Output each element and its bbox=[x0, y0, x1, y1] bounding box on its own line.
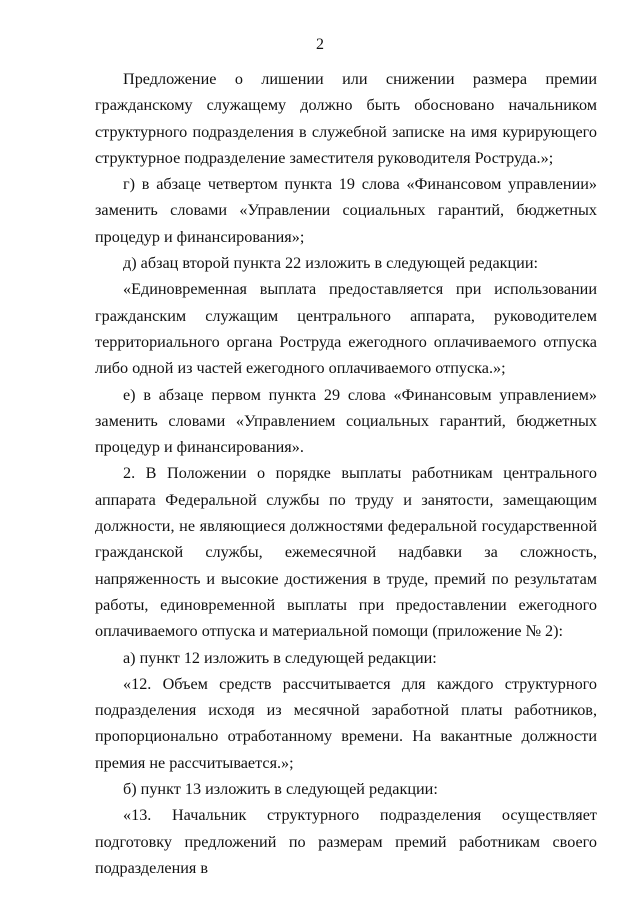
paragraph-item-d: д) абзац второй пункта 22 изложить в следующей редакции: bbox=[123, 254, 539, 273]
paragraph-item-a: а) пункт 12 изложить в следующей редакции: bbox=[123, 648, 437, 667]
paragraph-item-g: г) в абзаце четвертом пункта 19 слова «Финансовом управлении» заменить словами «Управлении социальных гарантий, бюджетных процедур и финансирования»; bbox=[95, 175, 597, 246]
page-number: 2 bbox=[316, 36, 324, 53]
paragraph-section-2: 2. В Положении о порядке выплаты работникам центрального аппарата Федеральной службы по труду и занятости, замещающим должности, не являющиеся должностями федеральной государственной гражданской службы, ежемесячной надбавки за сложность, напряженность и высокие достижения в труде, премий по результатам работы, единовременной выплаты при предоставлении ежегодного оплачиваемого отпуска и материальной помощи (приложение № 2): bbox=[95, 464, 597, 641]
document-body bbox=[95, 66, 597, 881]
paragraph-item-e: е) в абзаце первом пункта 29 слова «Финансовым управлением» заменить словами «Управлением социальных гарантий, бюджетных процедур и финансирования». bbox=[95, 385, 597, 457]
paragraph-premium-proposal: Предложение о лишении или снижении размера премии гражданскому служащему должно быть обосновано начальником структурного подразделения в служебной записке на имя курирующего структурное подразделение заместителя руководителя Роструда.»; bbox=[95, 70, 597, 167]
paragraph-item-b: б) пункт 13 изложить в следующей редакции: bbox=[123, 780, 438, 799]
paragraph-lump-sum-payment: «Единовременная выплата предоставляется при использовании гражданским служащим центрального аппарата, руководителем территориального органа Роструда ежегодного оплачиваемого отпуска либо одной из частей ежегодного оплачиваемого отпуска.»; bbox=[95, 280, 597, 378]
paragraph-clause-13: «13. Начальник структурного подразделения осуществляет подготовку предложений по размерам премий работникам своего подразделения в bbox=[95, 806, 597, 877]
paragraph-clause-12: «12. Объем средств рассчитывается для каждого структурного подразделения исходя из месячной заработной платы работников, пропорционально отработанному времени. На вакантные должности премия не рассчитывается.»; bbox=[95, 674, 597, 772]
